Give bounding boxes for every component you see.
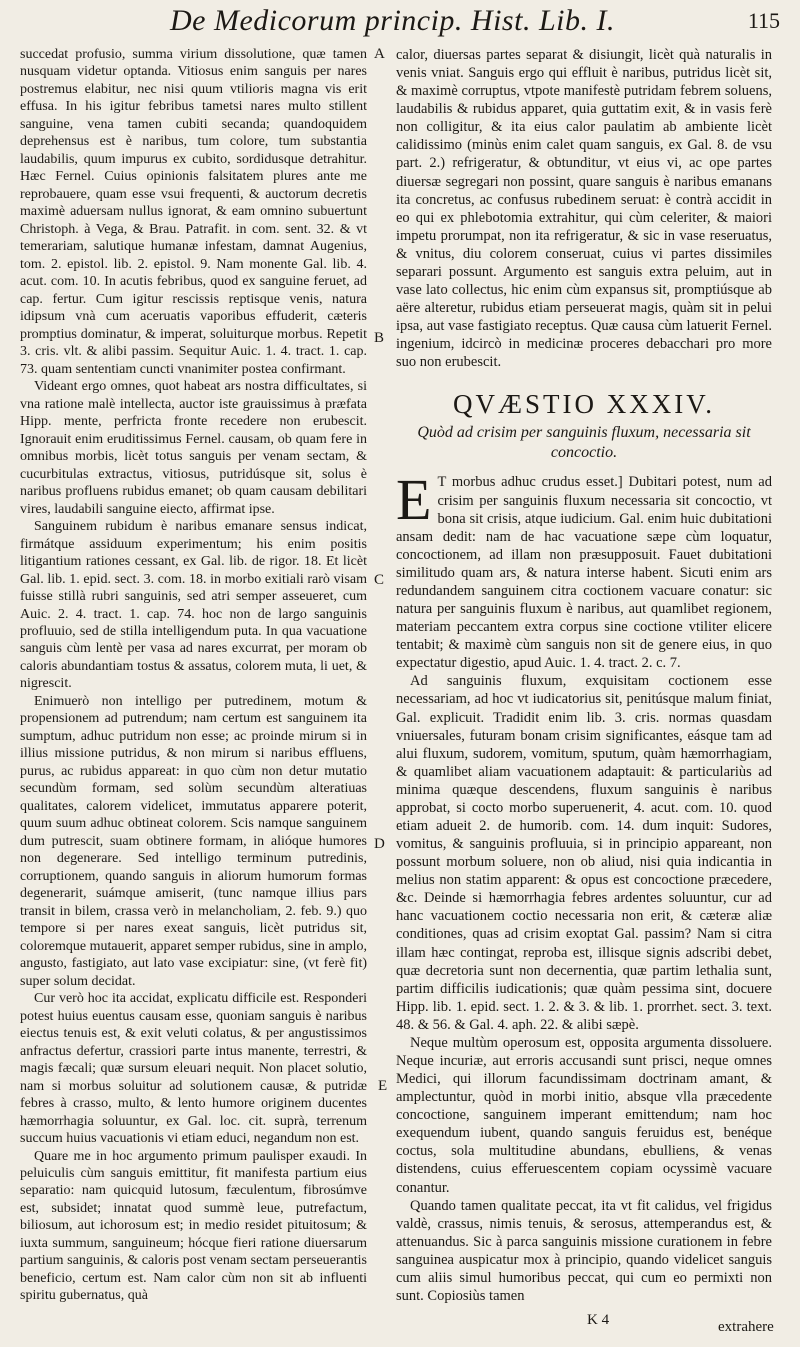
paragraph: Quando tamen qualitate peccat, ita vt fit calidus, vel frigidus valdè, crassus, nimis tenuis, & serosus, attemperandus est, & attenuandus. Sic à parca sanguinis missione curationem in febre sanguinea auspicatur mox à principio, quando videlicet sanguis cum aliis simul humoribus peccat, qui cum eo permixti non sunt. Copiosiùs tamen bbox=[396, 1197, 772, 1304]
paragraph bbox=[396, 467, 772, 672]
paragraph: Sanguinem rubidum è naribus emanare sensus indicat, firmátque assiduum experimentum; his enim positis litigantium rationes cessant, ex Gal. lib. de rigor. 18. Et licèt Gal. lib. 1. epid. sect. 3. com. 18. in morbo exitiali rarò visam fuisse stillà rubri sanguinis, sed atri semper asseueret, cum Auic. 2. 4. tract. 1. cap. 74. hoc non de largo sanguinis profluuio, sed de stilla intelligendum puta. In qua vacuatione sanguis cùm lentè per vasa ad nares excurrat, per moram ob caloris abundantiam tostus & assatus, colorem muta, li uet, & nigrescit. bbox=[20, 519, 367, 692]
margin-letter-a: A bbox=[374, 46, 385, 62]
paragraph: Cur verò hoc ita accidat, explicatu difficile est. Responderi potest huius euentus causam esse, quoniam sanguis è naribus eiectus tenuis est, & exit veluti colatus, & per angustissimos anfractus defertur, crassiori parte intus manente, terrestri, & magis fæcali; quæ sursum eleuari nequit. Non placet solutio, nam si morbus soluitur ad solutionem causæ, & putridæ febres à crasso, multo, & lento humore originem ducentes hæmorrhagia soluuntur, ex Gal. loc. cit. suprà, terrenum succum huius vacuationis vi etiam educi, negandum non est. bbox=[20, 991, 367, 1147]
page-footer bbox=[0, 1312, 800, 1342]
paragraph: succedat profusio, summa virium dissolutione, quæ tamen nusquam videtur optanda. Vitiosus enim sanguis per nares postremus elabitur, nec nisi quum vtilioris magna vis erit effusa. In his igitur febribus tametsi nares multo stillent sanguine, vena tamen cubiti secanda; quandoquidem deprehensus est è naribus, tum colore, tum substantia laudabilis, quum impurus ex cubito, sordidusque detrahitur. Hæc Fernel. Cuius opinionis falsitatem plures ante me reprobauere, quam esse vsui frequenti, & auctorum decretis maximè aduersam nullus ignorat, & eam omnino subuertunt Christoph. à Vega, & Brau. Patrafit. in com. sent. 32. & vt temerariam, salutique humanæ infestam, damnat Augenius, tom. 2. epistol. lib. 2. epistol. 9. Nam monente Gal. lib. 4. acut. com. 10. In acutis febribus, quod ex sanguine feruet, ad cap. fertur. Cum igitur rescissis reptisque venis, natura idipsum vnà cum aceruatis vaporibus effuderit, cæteris promptius dominatur, & imperat, soluiturque morbus. Repetit 3. cris. vlt. & alibi passim. Sequitur Auic. 1. 4. tract. 1. cap. 73. quam sententiam cuncti vnanimiter postea confirmant. bbox=[20, 47, 367, 377]
left-column bbox=[20, 46, 367, 1305]
margin-letter-b: B bbox=[374, 330, 385, 346]
paragraph: Ad sanguinis fluxum, exquisitam coctionem esse necessariam, ad hoc vt iudicatorius sit, penitúsque malum finiat, Gal. explicuit. Tradidit enim lib. 3. cris. normas quasdam vniuersales, futuram bonam crisim significantes, eásque tam ad alui fluxum, sudorem, vomitum, sputum, quàm hæmorrhagiam, & quamlibet aliam vacuationem adaptauit: & particulariùs ad minima quæque descendens, fluxum sanguinis è naribus approbat, si cocto morbo superuenerit, 4. acut. com. 10. quod etiam adueit 2. de humorib. com. 14. dum inquit: Sudores, vomitus, & sanguinis profluuia, si in principio appareant, non possunt morbum soluere, non ob aliud, nisi quia indicantia in melius non statim apparent: & opus est concoctione præcedere, &c. Deinde si hæmorrhagia febres ardentes soluuntur, cur ad hanc vacuationem coctio necessaria non erit, & cæteræ aliæ conditiones, quas ad crisim exoptat Gal. passim? Nam si citra illam hæc contingat, reproba est, illisque signis adscribi debet, quæ decretoria sunt non decernentia, quæ partim lethalia sunt, partim difficilis iudicationis; quæ quàm pessima sint, docuere Hipp. lib. 1. epid. sect. 1. 2. & 3. & lib. 1. prorrhet. sect. 3. text. 48. & 56. & Gal. 4. aph. 22. & alibi sæpè. bbox=[396, 673, 772, 1033]
page-number: 115 bbox=[747, 8, 780, 33]
running-title: De Medicorum princip. Hist. Lib. I. bbox=[170, 4, 615, 37]
question-heading: QVÆSTIO XXXIV. bbox=[452, 389, 715, 420]
paragraph: Quare me in hoc argumento primum paulisper exaudi. In peluiculis cùm sanguis emittitur, fit manifesta partium eius separatio: nam quicquid lutosum, fæculentum, fibrosúmve est, subsidet; innatat quod summè leue, putrefactum, biliosum, aut ichorosum est; in medio residet pituitosum; & iuxta summum, sanguineum; hócque fieri ratione diuersarum partium sanguinis, & caloris post venam sectam perseuerantis beneficio, certum est. Nam calor cùm non sit ab influenti spiritu gubernatus, quà bbox=[20, 1148, 367, 1304]
margin-letter-d: D bbox=[374, 836, 385, 852]
paragraph: Neque multùm operosum est, opposita argumenta dissoluere. Neque incuriæ, aut erroris accusandi sunt prisci, neque omnes Medici, qui illorum facundissimam doctrinam amant, & amplectuntur, quòd in morbi initio, absque vlla præcedente concoctione, sanguinem imperant emittendum; nam hoc exequendum iubent, quando sanguis feruidus est, benéque coctus, sola multitudine abundans, ebulliens, & venas distendens, cuius efferuescentem copiam ocyssimè vacuare conantur. bbox=[396, 1034, 772, 1196]
right-column bbox=[396, 46, 772, 1305]
paragraph: calor, diuersas partes separat & disiungit, licèt quà naturalis in venis vniat. Sanguis ergo qui effluit è naribus, putridus licèt sit, & maximè corruptus, vtpote manifestè putridam febrem soluens, laudabilis & rubidus apparet, quia guttatim exit, & in vasis ferè non colligitur, & ita eius calor paulatim ab ambiente licèt calidissimo (minùs enim calet quam sanguis, ex Gal. 8. de vsu part. 2.) refrigeratur, & obtunditur, vt eius vi, ac ope partes diuersæ segregari non possint, quare sanguis è naribus emanans ita concretus, ac confusus rubedinem seruat: è contrà accidit in eo qui ex phlebotomia extrahitur, qui cùm celeriter, & maiori impetu prorumpat, non ita refrigeratur, & sic in vase reseruatus, & vnitus, diu colorem conseruat, cuius vi partes dissimiles separari possunt. Argumento est sanguis extra peluim, aut in vase lato collectus, hic enim cùm expansus sit, promptiúsque ab aëre alteretur, rubidus etiam perseuerat magis, quàm sit in pelui ipsa, aut vase fastigiato receptus. Quæ causa cùm latuerit Fernel. ingenium, idcircò in medicinæ proceres debacchari pro more suo non erubescit. bbox=[396, 47, 772, 371]
paragraph: Enimuerò non intelligo per putredinem, motum & propensionem ad putrendum; nam certum est sanguinem ita sumptum, adhuc putridum non esse; ac proinde mirum si in illius missione putridus, & non mirum si naribus effluens, purus, ac rubidus appareat: in quo cùm non detur mutatio secundùm formam, sed solùm secundùm alteratiuas qualitates, calorem videlicet, immutatus apparere poterit, quum suum adhuc obtineat colorem. Scis namque sanguinem dum putrescit, suam obtinere formam, in alióque humores non degenerare. Sed intelligo terminum putredinis, corruptionem, quando sanguis in aliorum humorum formas degenerarit, suámque amiserit, (tunc namque illius pars transit in bilem, crassa verò in melancholiam, 2. feb. 9.) quo tempore si per nares exeat sanguis, licèt putridus sit, coloremque mutauerit, apparet semper rubidus, sine in amplo, angusto, fastigiato, aut lato vase excipiatur: sine, (vt ferè fit) super solum decidat. bbox=[20, 693, 367, 989]
paragraph-text: T morbus adhuc crudus esset.] Dubitari potest, num ad crisim per sanguinis fluxum necessaria sit concoctio, vt bona sit crisis, atque iudicium. Gal. enim huic dubitationi ansam dedit: nam de hac vacuatione sæpe cùm loquatur, concoctionem, ad illam non præsupposuit. Fauet dubitationi similitudo quam ars, & natura interse habent. Sicuti enim ars redundandem sanguinem citra coctionem vacuare conatur: sic natura per sanguinis fluxum è naribus, aut quamlibet regionem, materiam peccantem extra corpus sine coctione vtiliter elicere tentabit; & maximè cùm sanguis non sit de genere eius, in quo expectatur digestio, apud Auic. 1. 4. tract. 2. c. 7. bbox=[396, 474, 772, 672]
signature-mark: K 4 bbox=[587, 1312, 610, 1328]
page-header bbox=[0, 2, 800, 46]
drop-cap: E bbox=[396, 467, 432, 533]
margin-letter-c: C bbox=[374, 572, 385, 588]
margin-letter-e: E bbox=[378, 1078, 388, 1094]
question-subtitle: Quòd ad crisim per sanguinis fluxum, necessaria sit concoctio. bbox=[417, 424, 751, 462]
paragraph: Videant ergo omnes, quot habeat ars nostra difficultates, si vna ratione malè intellecta, auctor iste grauissimus à præfata Hipp. mente, perfricta fronte recedere non erubescit. Ignorauit enim eruditissimus Fernel. causam, ob quam fere in omnibus morbis, licèt totus sanguis per venam sectam, & cucurbitulas extractus, vitiosus, putridúsque sit, solus è naribus profluens rubidus emanet; ob quam causam debilitari vires, laudabili sanguine eiecto, affirmat ipse. bbox=[20, 379, 367, 517]
catchword: extrahere bbox=[718, 1319, 774, 1335]
